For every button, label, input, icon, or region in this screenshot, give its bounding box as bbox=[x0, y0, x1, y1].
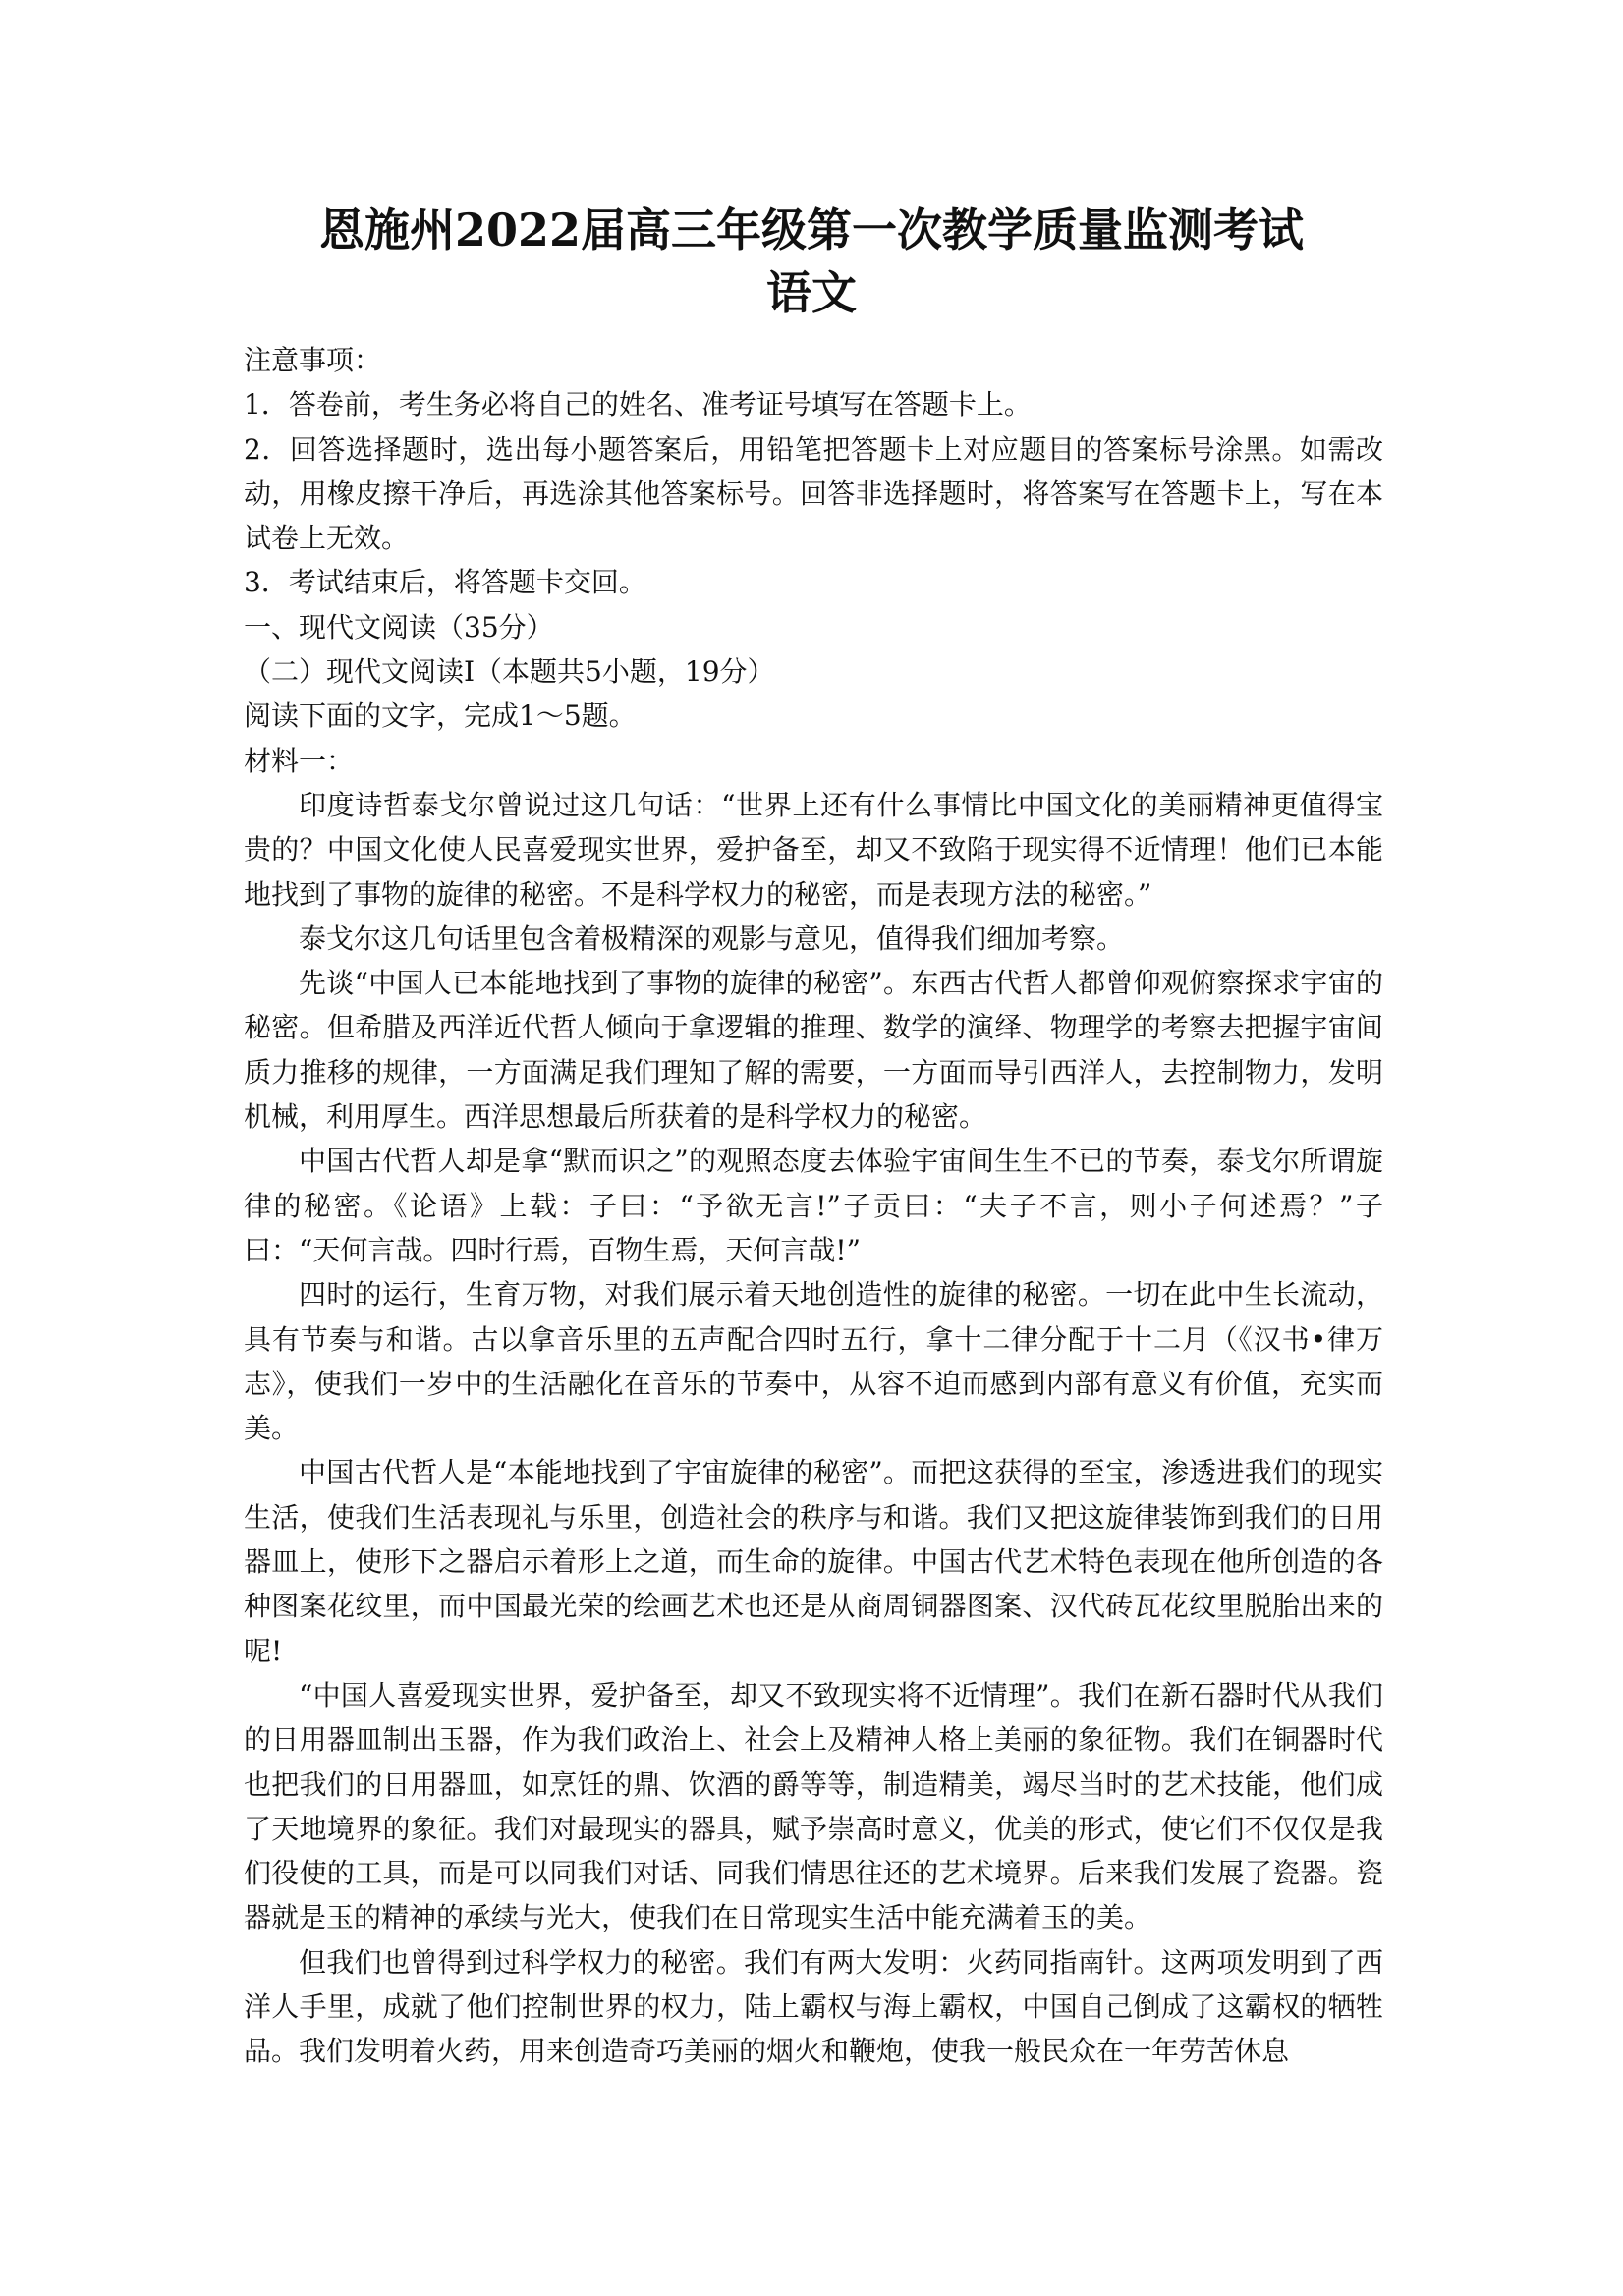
material-label: 材料一： bbox=[244, 744, 355, 777]
notice-heading: 注意事项： bbox=[244, 344, 382, 376]
paragraph-4: 中国古代哲人却是拿“默而识之”的观照态度去体验宇宙间生生不已的节奏，泰戈尔所谓旋律的秘密。《论语》上载：子曰：“予欲无言!”子贡曰：“夫子不言，则小子何述焉？”子曰：“天何言哉。四时行焉，百物生焉，天何言哉!” bbox=[244, 1145, 1383, 1266]
notice-item-2: 2．回答选择题时，选出每小题答案后，用铅笔把答题卡上对应题目的答案标号涂黑。如需改动，用橡皮擦干净后，再选涂其他答案标号。回答非选择题时，将答案写在答题卡上，写在本试卷上无效。 bbox=[244, 432, 1383, 555]
subject-title: 语文 bbox=[766, 266, 857, 319]
paragraph-1: 印度诗哲泰戈尔曾说过这几句话：“世界上还有什么事情比中国文化的美丽精神更值得宝贵的？中国文化使人民喜爱现实世界，爱护备至，却又不致陷于现实得不近情理！他们已本能地找到了事物的旋律的秘密。不是科学权力的秘密，而是表现方法的秘密。” bbox=[244, 788, 1383, 911]
exam-title: 恩施州2022届高三年级第一次教学质量监测考试 bbox=[318, 203, 1305, 256]
reading-instruction: 阅读下面的文字，完成1～5题。 bbox=[244, 700, 637, 733]
paragraph-7: “中国人喜爱现实世界，爱护备至，却又不致现实将不近情理”。我们在新石器时代从我们的日用器皿制出玉器，作为我们政治上、社会上及精神人格上美丽的象征物。我们在铜器时代也把我们的日用器皿，如烹饪的鼎、饮酒的爵等等，制造精美，竭尽当时的艺术技能，他们成了天地境界的象征。我们对最现实的器具，赋予崇高时意义，优美的形式，使它们不仅仅是我们役使的工具，而是可以同我们对话、同我们情思往还的艺术境界。后来我们发展了瓷器。瓷器就是玉的精神的承续与光大，使我们在日常现实生活中能充满着玉的美。 bbox=[244, 1678, 1383, 1934]
exam-content bbox=[244, 338, 1383, 2074]
paragraph-3: 先谈“中国人已本能地找到了事物的旋律的秘密”。东西古代哲人都曾仰观俯察探求宇宙的秘密。但希腊及西洋近代哲人倾向于拿逻辑的推理、数学的演绎、物理学的考察去把握宇宙间质力推移的规律，一方面满足我们理知了解的需要，一方面而导引西洋人，去控制物力，发明机械，利用厚生。西洋思想最后所获着的是科学权力的秘密。 bbox=[244, 967, 1383, 1134]
paragraph-2: 泰戈尔这几句话里包含着极精深的观影与意见，值得我们细加考察。 bbox=[299, 922, 1125, 955]
notice-item-1: 1．答卷前，考生务必将自己的姓名、准考证号填写在答题卡上。 bbox=[244, 388, 1032, 421]
section-subtitle: （二）现代文阅读Ⅰ（本题共5小题，19分） bbox=[244, 655, 775, 689]
paragraph-6: 中国古代哲人是“本能地找到了宇宙旋律的秘密”。而把这获得的至宝，渗透进我们的现实生活，使我们生活表现礼与乐里，创造社会的秩序与和谐。我们又把这旋律装饰到我们的日用器皿上，使形下之器启示着形上之道，而生命的旋律。中国古代艺术特色表现在他所创造的各种图案花纹里，而中国最光荣的绘画艺术也还是从商周铜器图案、汉代砖瓦花纹里脱胎出来的呢! bbox=[244, 1456, 1383, 1667]
paragraph-5: 四时的运行，生育万物，对我们展示着天地创造性的旋律的秘密。一切在此中生长流动，具有节奏与和谐。古以拿音乐里的五声配合四时五行，拿十二律分配于十二月（《汉书•律万志》，使我们一岁中的生活融化在音乐的节奏中，从容不迫而感到内部有意义有价值，充实而美。 bbox=[244, 1278, 1383, 1445]
paragraph-8: 但我们也曾得到过科学权力的秘密。我们有两大发明：火药同指南针。这两项发明到了西洋人手里，成就了他们控制世界的权力，陆上霸权与海上霸权，中国自己倒成了这霸权的牺牲品。我们发明着火药，用来创造奇巧美丽的烟火和鞭炮，使我一般民众在一年劳苦休息 bbox=[244, 1945, 1383, 2068]
notice-item-3: 3．考试结束后，将答题卡交回。 bbox=[244, 566, 646, 599]
section-title: 一、现代文阅读（35分） bbox=[244, 610, 554, 644]
